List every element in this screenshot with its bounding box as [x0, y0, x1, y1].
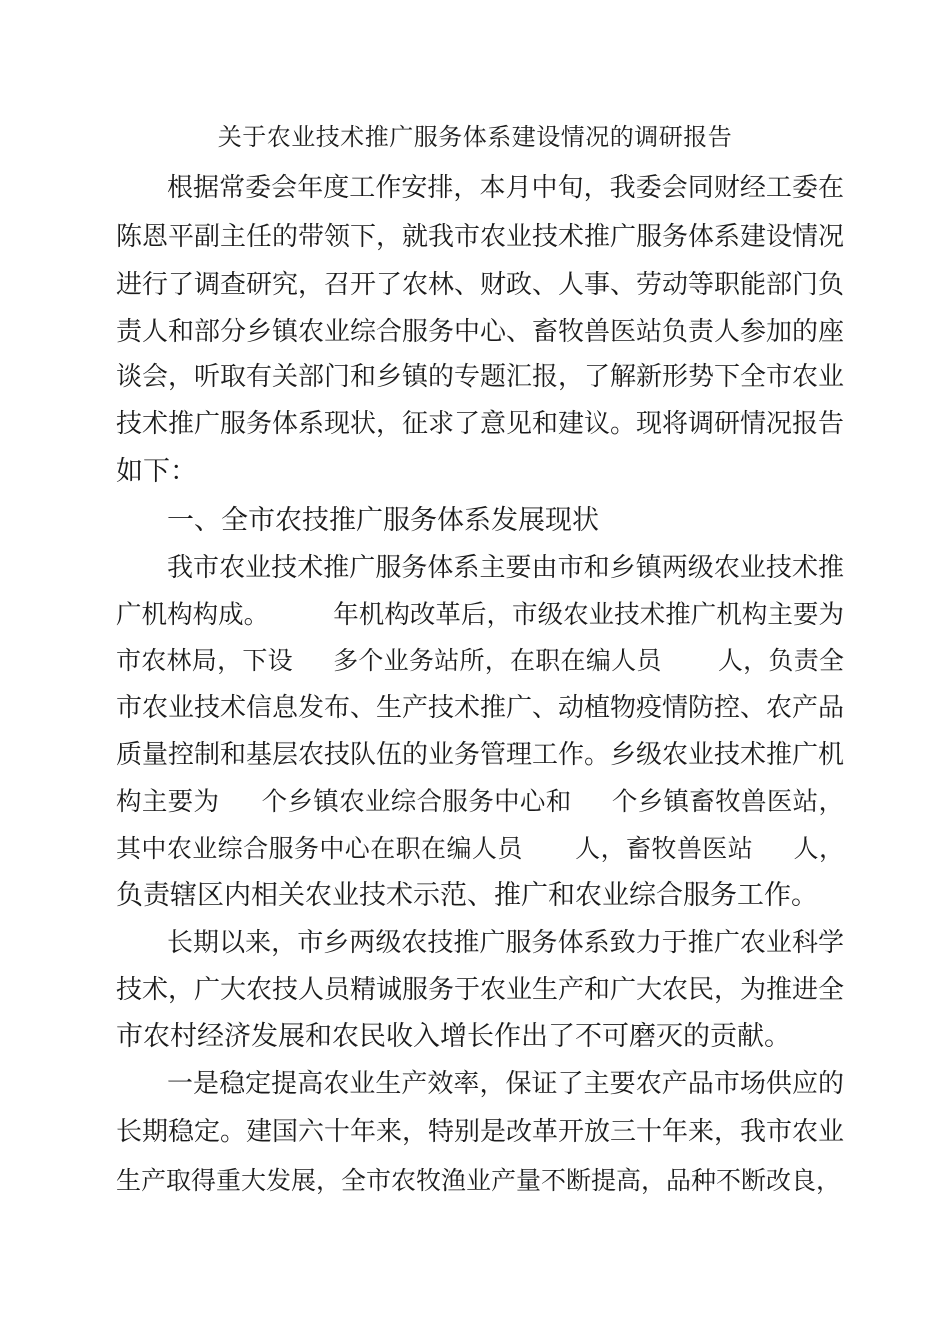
paragraph-line: 谈会，听取有关部门和乡镇的专题汇报，了解新形势下全市农业 — [116, 362, 845, 392]
paragraph-line: 质量控制和基层农技队伍的业务管理工作。乡级农业技术推广机 — [116, 740, 845, 770]
text-segment: 其中农业综合服务中心在职在编人员 — [116, 834, 523, 863]
paragraph-line: 责人和部分乡镇农业综合服务中心、畜牧兽医站负责人参加的座 — [116, 317, 845, 347]
paragraph-line: 长期稳定。建国六十年来，特别是改革开放三十年来，我市农业 — [116, 1117, 845, 1147]
paragraph-line: 生产取得重大发展，全市农牧渔业产量不断提高，品种不断改良， — [116, 1166, 842, 1195]
paragraph-line: 负责辖区内相关农业技术示范、推广和农业综合服务工作。 — [116, 880, 818, 911]
paragraph-line: 根据常委会年度工作安排，本月中旬，我委会同财经工委在 — [167, 173, 844, 203]
text-segment: 个乡镇畜牧兽医站， — [611, 787, 844, 817]
paragraph-line: 长期以来，市乡两级农技推广服务体系致力于推广农业科学 — [167, 928, 844, 958]
paragraph-line: 我市农业技术推广服务体系主要由市和乡镇两级农业技术推 — [167, 553, 844, 583]
paragraph-line: 市农村经济发展和农民收入增长作出了不可磨灭的贡献。 — [116, 1021, 791, 1052]
text-segment: 多个业务站所，在职在编人员 — [332, 646, 662, 675]
text-segment: 人， — [793, 834, 844, 863]
text-segment: 广机构构成。 — [116, 600, 270, 630]
paragraph-line: 进行了调查研究，召开了农林、财政、人事、劳动等职能部门负 — [116, 270, 845, 300]
text-segment: 人，负责全 — [717, 646, 844, 675]
paragraph-line — [116, 782, 844, 822]
paragraph-line — [116, 595, 844, 635]
document-title: 关于农业技术推广服务体系建设情况的调研报告 — [217, 123, 733, 151]
text-segment: 人，畜牧兽医站 — [574, 834, 754, 863]
text-segment: 构主要为 — [116, 787, 220, 817]
paragraph-line: 一是稳定提高农业生产效率，保证了主要农产品市场供应的 — [167, 1069, 844, 1099]
paragraph-line: 陈恩平副主任的带领下，就我市农业技术推广服务体系建设情况 — [116, 222, 845, 252]
text-segment: 个乡镇农业综合服务中心和 — [261, 787, 572, 817]
paragraph-line: 技术，广大农技人员精诚服务于农业生产和广大农民，为推进全 — [116, 975, 845, 1005]
section-heading: 一、全市农技推广服务体系发展现状 — [167, 505, 599, 536]
paragraph-line: 技术推广服务体系现状，征求了意见和建议。现将调研情况报告 — [116, 409, 845, 439]
text-segment: 年机构改革后，市级农业技术推广机构主要为 — [333, 600, 844, 630]
paragraph-line: 市农业技术信息发布、生产技术推广、动植物疫情防控、农产品 — [116, 693, 845, 723]
paragraph-line — [116, 641, 844, 681]
paragraph-line: 如下： — [116, 456, 197, 487]
text-segment: 市农林局，下设 — [116, 646, 293, 675]
paragraph-line — [116, 829, 844, 869]
